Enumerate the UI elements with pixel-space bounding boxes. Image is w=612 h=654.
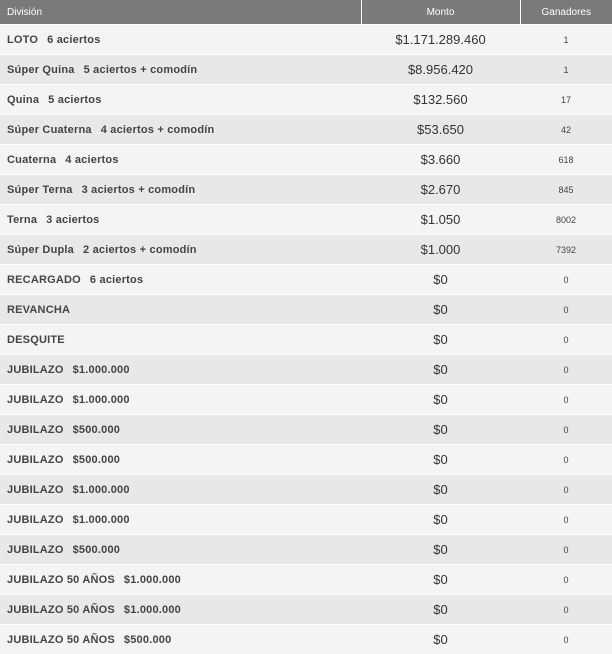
monto-cell: $0 <box>361 445 520 475</box>
division-name: Súper Quina <box>7 64 75 76</box>
table-row <box>0 595 612 625</box>
division-cell <box>0 205 361 235</box>
division-cell <box>0 565 361 595</box>
division-name: Quina <box>7 94 39 106</box>
ganadores-cell: 0 <box>520 415 612 445</box>
division-cell <box>0 415 361 445</box>
division-detail: 6 aciertos <box>47 34 100 46</box>
division-name: DESQUITE <box>7 334 65 346</box>
division-name: JUBILAZO 50 AÑOS <box>7 634 115 646</box>
division-name: JUBILAZO <box>7 514 64 526</box>
monto-cell: $0 <box>361 595 520 625</box>
division-name: JUBILAZO 50 AÑOS <box>7 604 115 616</box>
division-name: JUBILAZO <box>7 364 64 376</box>
division-name: Terna <box>7 214 37 226</box>
division-detail: 5 aciertos <box>48 94 101 106</box>
ganadores-cell: 0 <box>520 505 612 535</box>
division-name: REVANCHA <box>7 304 70 316</box>
ganadores-cell: 17 <box>520 85 612 115</box>
table-row <box>0 475 612 505</box>
division-detail: $1.000.000 <box>124 574 181 586</box>
table-row <box>0 175 612 205</box>
division-detail: 4 aciertos + comodín <box>101 124 215 136</box>
division-name: Súper Cuaterna <box>7 124 92 136</box>
monto-cell: $0 <box>361 415 520 445</box>
ganadores-cell: 0 <box>520 385 612 415</box>
ganadores-cell: 0 <box>520 445 612 475</box>
division-detail: 2 aciertos + comodín <box>83 244 197 256</box>
division-name: JUBILAZO <box>7 484 64 496</box>
division-cell <box>0 295 361 325</box>
table-row <box>0 385 612 415</box>
monto-cell: $0 <box>361 265 520 295</box>
table-row <box>0 625 612 654</box>
table-row <box>0 235 612 265</box>
ganadores-cell: 0 <box>520 475 612 505</box>
division-cell <box>0 265 361 295</box>
monto-cell: $1.171.289.460 <box>361 25 520 55</box>
table-row <box>0 145 612 175</box>
monto-cell: $0 <box>361 355 520 385</box>
table-row <box>0 25 612 55</box>
table-row <box>0 115 612 145</box>
table-row <box>0 265 612 295</box>
division-name: JUBILAZO <box>7 454 64 466</box>
division-detail: 4 aciertos <box>65 154 118 166</box>
ganadores-cell: 618 <box>520 145 612 175</box>
division-detail: 5 aciertos + comodín <box>84 64 198 76</box>
division-cell <box>0 115 361 145</box>
header-ganadores: Ganadores <box>520 0 612 25</box>
division-cell <box>0 355 361 385</box>
table-row <box>0 505 612 535</box>
table-row <box>0 205 612 235</box>
division-name: JUBILAZO <box>7 424 64 436</box>
monto-cell: $0 <box>361 535 520 565</box>
division-cell <box>0 55 361 85</box>
ganadores-cell: 0 <box>520 295 612 325</box>
ganadores-cell: 0 <box>520 625 612 654</box>
monto-cell: $1.000 <box>361 235 520 265</box>
division-detail: 3 aciertos <box>46 214 99 226</box>
division-name: Súper Terna <box>7 184 73 196</box>
division-cell <box>0 445 361 475</box>
division-detail: $1.000.000 <box>124 604 181 616</box>
division-cell <box>0 145 361 175</box>
monto-cell: $8.956.420 <box>361 55 520 85</box>
table-row <box>0 535 612 565</box>
ganadores-cell: 0 <box>520 355 612 385</box>
table-row <box>0 415 612 445</box>
division-detail: $1.000.000 <box>73 484 130 496</box>
monto-cell: $0 <box>361 475 520 505</box>
table-row <box>0 295 612 325</box>
division-name: JUBILAZO 50 AÑOS <box>7 574 115 586</box>
division-name: LOTO <box>7 34 38 46</box>
monto-cell: $0 <box>361 565 520 595</box>
division-detail: 3 aciertos + comodín <box>82 184 196 196</box>
division-detail: $1.000.000 <box>73 514 130 526</box>
monto-cell: $0 <box>361 625 520 654</box>
monto-cell: $53.650 <box>361 115 520 145</box>
division-cell <box>0 595 361 625</box>
division-name: JUBILAZO <box>7 544 64 556</box>
division-detail: $500.000 <box>73 544 120 556</box>
division-cell <box>0 625 361 654</box>
monto-cell: $0 <box>361 325 520 355</box>
table-row <box>0 565 612 595</box>
division-cell <box>0 85 361 115</box>
division-detail: $1.000.000 <box>73 394 130 406</box>
division-detail: $500.000 <box>73 454 120 466</box>
ganadores-cell: 8002 <box>520 205 612 235</box>
table-row <box>0 55 612 85</box>
division-cell <box>0 175 361 205</box>
ganadores-cell: 0 <box>520 265 612 295</box>
division-cell <box>0 475 361 505</box>
division-detail: 6 aciertos <box>90 274 143 286</box>
table-row <box>0 325 612 355</box>
table-row <box>0 355 612 385</box>
division-name: RECARGADO <box>7 274 81 286</box>
division-cell <box>0 505 361 535</box>
header-monto: Monto <box>361 0 520 25</box>
header-row <box>0 0 612 25</box>
table-row <box>0 85 612 115</box>
division-detail: $500.000 <box>124 634 171 646</box>
table-body <box>0 25 612 654</box>
monto-cell: $3.660 <box>361 145 520 175</box>
division-cell <box>0 385 361 415</box>
table-header <box>0 0 612 25</box>
division-name: Súper Dupla <box>7 244 74 256</box>
monto-cell: $2.670 <box>361 175 520 205</box>
ganadores-cell: 7392 <box>520 235 612 265</box>
division-cell <box>0 235 361 265</box>
division-name: Cuaterna <box>7 154 56 166</box>
ganadores-cell: 0 <box>520 325 612 355</box>
monto-cell: $0 <box>361 385 520 415</box>
division-cell <box>0 325 361 355</box>
division-cell <box>0 535 361 565</box>
ganadores-cell: 845 <box>520 175 612 205</box>
table-row <box>0 445 612 475</box>
ganadores-cell: 0 <box>520 595 612 625</box>
ganadores-cell: 0 <box>520 565 612 595</box>
ganadores-cell: 0 <box>520 535 612 565</box>
division-detail: $500.000 <box>73 424 120 436</box>
monto-cell: $0 <box>361 295 520 325</box>
header-division: División <box>0 0 361 25</box>
division-cell <box>0 25 361 55</box>
ganadores-cell: 1 <box>520 55 612 85</box>
division-name: JUBILAZO <box>7 394 64 406</box>
monto-cell: $1.050 <box>361 205 520 235</box>
monto-cell: $0 <box>361 505 520 535</box>
division-detail: $1.000.000 <box>73 364 130 376</box>
ganadores-cell: 42 <box>520 115 612 145</box>
ganadores-cell: 1 <box>520 25 612 55</box>
monto-cell: $132.560 <box>361 85 520 115</box>
